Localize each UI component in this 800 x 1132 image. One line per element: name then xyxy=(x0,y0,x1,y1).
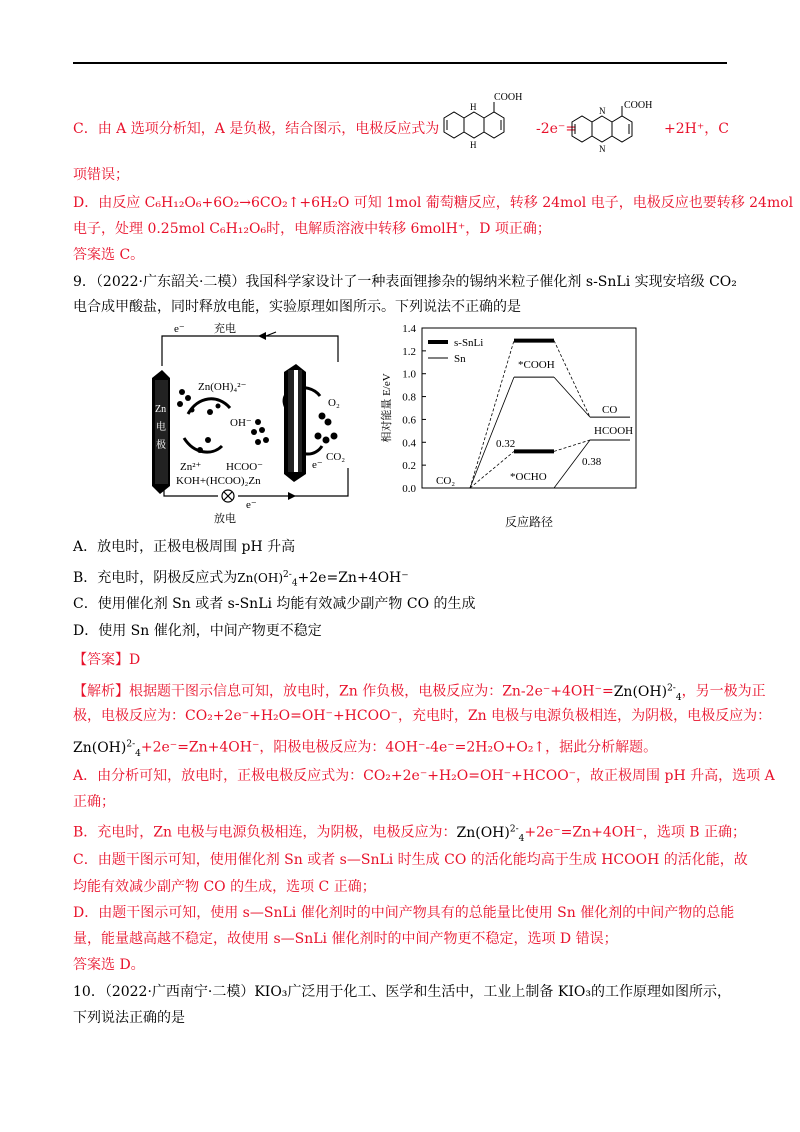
question-9-line-1-text: 9．（2022·广东韶关·二模）我国科学家设计了一种表面锂掺杂的锡纳米粒子催化剂 s-SnLi 实现安培级 CO₂ xyxy=(73,274,737,290)
option-c-post xyxy=(664,119,729,139)
analysis-zincate-1 xyxy=(613,683,682,703)
electron-label-bottom: e⁻ xyxy=(246,499,257,511)
zincate-base-4: Zn(OH) xyxy=(456,824,510,841)
hydroxide-label: OH⁻ xyxy=(230,417,252,429)
analysis-c-1-text: C．由题干图示可知，使用催化剂 Sn 或者 s—SnLi 时生成 CO 的活化能均高于生成 HCOOH 的活化能，故 xyxy=(73,852,748,868)
analysis-d-1 xyxy=(73,903,734,923)
connector-snli-1 xyxy=(470,341,514,488)
connector-snli-3 xyxy=(470,451,514,488)
analysis-b xyxy=(73,819,746,848)
cooh-label: COOH xyxy=(494,92,523,103)
analysis-line-1 xyxy=(73,678,766,707)
battery-diagram xyxy=(148,318,380,526)
zincate-base-3: Zn(OH) xyxy=(73,739,127,756)
option-c-mid-text: -2e⁻= xyxy=(536,121,578,137)
question-9-line-2-text: 电合成甲酸盐，同时释放电能，实验原理如图所示。下列说法不正确的是 xyxy=(73,299,521,315)
option-b-zincate xyxy=(237,570,298,589)
charge-label: 充电 xyxy=(214,323,236,335)
option-d-text-q9: D．使用 Sn 催化剂，中间产物更不稳定 xyxy=(73,623,322,639)
energy-profile-chart xyxy=(376,318,666,534)
zincate-label: Zn(OH)₄²⁻ xyxy=(198,381,247,393)
option-c-line-2 xyxy=(73,165,129,185)
answer-9-tag-text: 【答案】D xyxy=(73,652,141,668)
analysis-a-2 xyxy=(73,792,115,812)
option-a xyxy=(73,537,295,557)
label-co2: CO₂ xyxy=(436,475,456,487)
zn-electrode-label-2: 电 xyxy=(156,422,166,433)
question-9-line-2 xyxy=(73,297,521,317)
analysis-zincate-2 xyxy=(73,739,141,759)
y-tick-label: 1.2 xyxy=(402,345,416,358)
label-co: CO xyxy=(602,404,618,417)
option-c-post-text: +2H⁺，C xyxy=(664,121,729,137)
zn-electrode-label-1: Zn xyxy=(155,404,167,415)
nh-label-top: H xyxy=(470,102,477,112)
formate-label: HCOO⁻ xyxy=(226,461,263,473)
zincate-base-2: Zn(OH) xyxy=(613,683,668,700)
zincate-base: Zn(OH) xyxy=(237,571,284,585)
question-10-line-2-text: 下列说法正确的是 xyxy=(73,1010,185,1026)
phenazine-structure xyxy=(566,98,662,156)
connector-snli-2 xyxy=(554,341,590,418)
option-d-line-2 xyxy=(73,219,551,239)
electron-label-top: e⁻ xyxy=(174,323,185,335)
analysis-a-1-text: A．由分析可知，放电时，正极电极反应式为：CO₂+2e⁻+H₂O=OH⁻+HCOO⁻，故正极周围 pH 升高，选项 A xyxy=(73,768,775,784)
option-b xyxy=(73,565,409,593)
analysis-c-2-text: 均能有效减少副产物 CO 的生成，选项 C 正确； xyxy=(73,879,376,895)
analysis-b-text: B．充电时，Zn 电极与电源负极相连，为阴极，电极反应为： xyxy=(73,824,457,841)
option-a-text: A．放电时，正极电极周围 pH 升高 xyxy=(73,539,296,555)
label-cooh: *COOH xyxy=(518,359,555,371)
header-rule xyxy=(73,62,727,64)
dihydrophenazine-structure xyxy=(430,90,542,156)
electron-label-right: e⁻ xyxy=(312,459,323,471)
option-d-line-2-text: 电子，处理 0.25mol C₆H₁₂O₆时，电解质溶液中转移 6molH⁺，D 项正确； xyxy=(73,221,551,237)
analysis-zincate-3 xyxy=(456,824,525,844)
zincate-count-2: 4 xyxy=(675,692,682,703)
zincate-charge-2: 2- xyxy=(667,683,676,693)
x-axis-label: 反应路径 xyxy=(504,515,554,529)
nh-label-bottom: H xyxy=(470,140,477,150)
analysis-line-3 xyxy=(73,734,657,763)
label-hcooh: HCOOH xyxy=(594,425,634,437)
analysis-line-3-text: +2e⁻=Zn+4OH⁻，阳极电极反应为：4OH⁻-4e⁻=2H₂O+O₂↑，据此分析解题。 xyxy=(140,739,658,756)
molecule-dots xyxy=(177,389,338,453)
option-d-line-1 xyxy=(73,193,793,213)
option-d xyxy=(73,621,322,641)
label-ocho: *OCHO xyxy=(510,471,547,483)
zinc-ion-label: Zn²⁺ xyxy=(180,461,202,473)
zn-electrode-label-3: 极 xyxy=(156,440,166,451)
analysis-tag: 【解析】 xyxy=(73,683,129,700)
analysis-b-post: +2e⁻=Zn+4OH⁻，选项 B 正确； xyxy=(524,824,747,841)
analysis-c-1 xyxy=(73,850,748,870)
zincate-count-3: 4 xyxy=(135,748,141,759)
y-tick-label: 0.4 xyxy=(402,437,416,450)
option-b-text: B．充电时，阴极反应式为 xyxy=(73,570,238,586)
answer-9-tag xyxy=(73,650,140,670)
analysis-a-1 xyxy=(73,766,775,786)
option-c-line-2-text: 项错误； xyxy=(73,167,129,183)
zincate-charge-3: 2- xyxy=(126,739,136,749)
analysis-c-2 xyxy=(73,877,376,897)
analysis-d-1-text: D．由题干图示可知，使用 s—SnLi 催化剂时的中间产物具有的总能量比使用 Sn 催化剂的中间产物的总能 xyxy=(73,905,735,921)
answer-9-text: 答案选 D。 xyxy=(73,957,145,973)
question-10-line-1 xyxy=(73,982,731,1002)
question-10-line-1-text: 10．（2022·广西南宁·二模）KIO₃广泛用于化工、医学和生活中，工业上制备 KIO₃的工作原理如图所示， xyxy=(73,984,731,1000)
oxygen-label: O₂ xyxy=(328,397,340,409)
zincate-count: 4 xyxy=(291,578,298,589)
y-tick-label: 0.8 xyxy=(402,391,416,404)
question-9-line-1 xyxy=(73,272,737,292)
y-tick-label: 0.6 xyxy=(402,414,416,427)
y-tick-label: 1.4 xyxy=(402,323,416,335)
y-tick-label: 0.2 xyxy=(402,460,416,473)
analysis-line-1-text: 根据题干图示信息可知，放电时，Zn 作负极，电极反应为：Zn-2e⁻+4OH⁻= xyxy=(129,683,614,700)
answer-8-text: 答案选 C。 xyxy=(73,247,145,263)
option-d-line-1-text: D．由反应 C₆H₁₂O₆+6O₂→6CO₂↑+6H₂O 可知 1mol 葡萄糖反应，转移 24mol 电子，电极反应也要转移 24mol xyxy=(73,195,794,211)
zincate-count-4: 4 xyxy=(518,833,525,844)
zincate-charge: 2- xyxy=(283,570,292,580)
zincate-charge-4: 2- xyxy=(509,824,519,834)
analysis-d-2-text: 量，能量越高越不稳定，故使用 s—SnLi 催化剂时的中间产物更不稳定，选项 D 错误； xyxy=(73,931,618,947)
n-label-top: N xyxy=(599,106,606,116)
electrolyte-label: KOH+(HCOO)₂Zn xyxy=(176,475,261,487)
option-c-text: C．由 A 选项分析知，A 是负极，结合图示，电极反应式为 xyxy=(73,121,440,137)
analysis-d-2 xyxy=(73,929,618,949)
analysis-line-1-post: ，另一极为正 xyxy=(681,683,766,700)
analysis-line-2 xyxy=(73,706,771,726)
y-axis-label: 相对能量 E/eV xyxy=(381,373,393,443)
legend-label-sn: Sn xyxy=(454,353,466,365)
connector-sn-2 xyxy=(554,377,590,417)
legend-label-snli: s-SnLi xyxy=(454,337,484,349)
discharge-label: 放电 xyxy=(214,513,236,525)
answer-9 xyxy=(73,955,145,975)
option-c-text-q9: C．使用催化剂 Sn 或者 s-SnLi 均能有效减少副产物 CO 的生成 xyxy=(73,596,476,612)
label-038: 0.38 xyxy=(582,456,602,469)
option-b-post: +2e=Zn+4OH⁻ xyxy=(297,570,409,586)
option-c xyxy=(73,594,476,614)
carbon-dioxide-label: CO₂ xyxy=(326,451,346,463)
answer-8 xyxy=(73,245,144,265)
question-10-line-2 xyxy=(73,1008,185,1028)
cooh-label-2: COOH xyxy=(624,100,653,111)
y-tick-label: 1.0 xyxy=(402,368,416,381)
connector-sn-1 xyxy=(470,377,514,488)
option-c-line xyxy=(73,119,439,139)
label-032: 0.32 xyxy=(496,437,516,450)
n-label-bottom: N xyxy=(599,144,606,154)
analysis-a-2-text: 正确； xyxy=(73,794,115,810)
connector-snli-4 xyxy=(554,440,590,451)
analysis-line-2-text: 极，电极反应为：CO₂+2e⁻+H₂O=OH⁻+HCOO⁻，充电时，Zn 电极与电源负极相连，为阴极，电极反应为： xyxy=(73,708,772,724)
y-tick-label: 0.0 xyxy=(402,483,416,495)
